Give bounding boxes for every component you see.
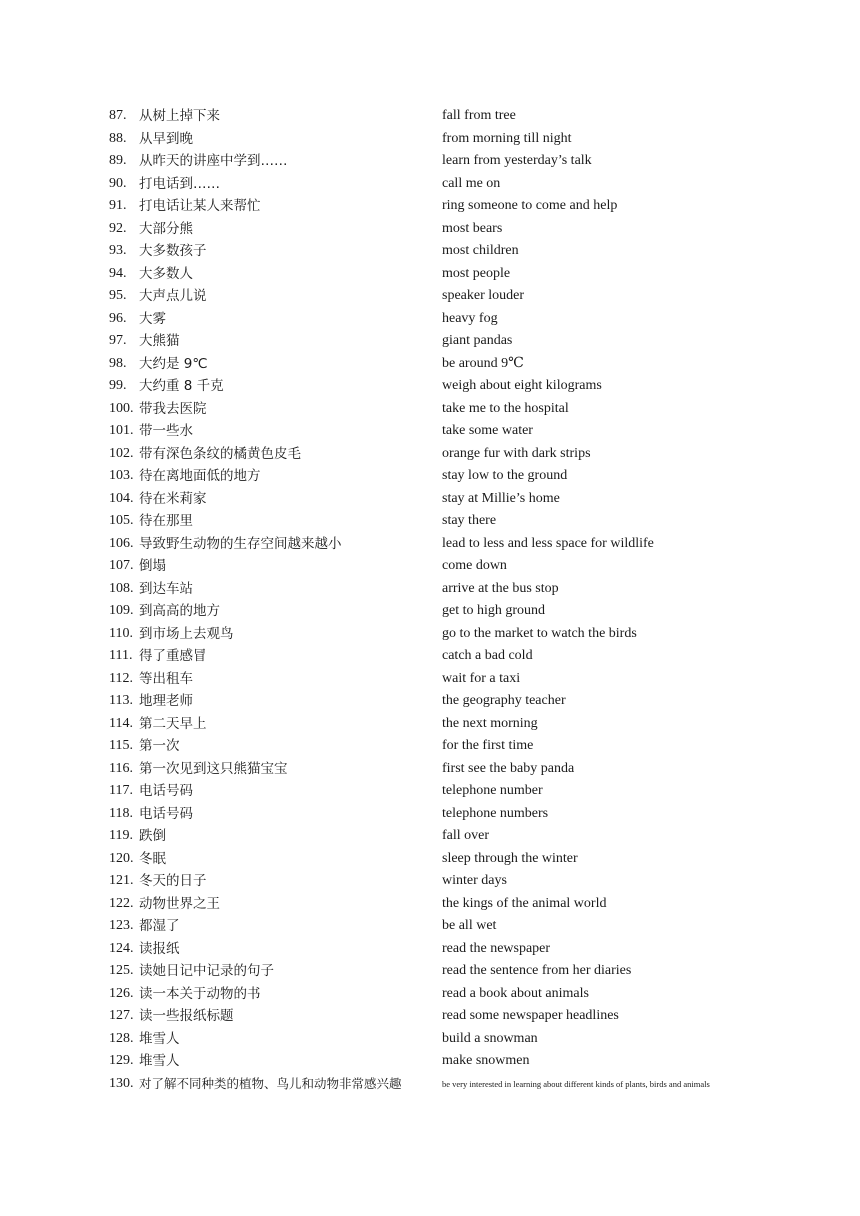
chinese-phrase: 从树上掉下来 (139, 108, 220, 124)
entry-number: 96. (109, 310, 127, 326)
english-phrase: fall from tree (442, 108, 516, 123)
english-phrase: speaker louder (442, 288, 525, 303)
vocab-entry (109, 398, 809, 421)
chinese-phrase: 从昨天的讲座中学到…… (139, 153, 288, 169)
entry-number: 97. (109, 333, 127, 348)
entry-number: 88. (109, 130, 127, 146)
entry-number: 115. (109, 738, 133, 753)
chinese-phrase: 大声点儿说 (139, 288, 207, 304)
vocab-entry (109, 668, 809, 691)
vocab-entry (109, 150, 809, 173)
vocab-entry (109, 578, 809, 601)
chinese-phrase: 待在离地面低的地方 (139, 468, 261, 484)
chinese-phrase: 得了重感冒 (139, 648, 207, 664)
vocab-entry (109, 330, 809, 353)
english-phrase: make snowmen (442, 1053, 530, 1068)
vocab-entry (109, 218, 809, 241)
english-phrase: read the newspaper (442, 940, 551, 956)
entry-number: 122. (109, 895, 134, 911)
vocab-entry (109, 825, 809, 848)
entry-number: 121. (109, 873, 134, 888)
entry-number: 90. (109, 175, 127, 191)
chinese-phrase: 导致野生动物的生存空间越来越小 (139, 535, 342, 552)
entry-number: 105. (109, 513, 134, 528)
vocab-entry (109, 1005, 809, 1028)
vocab-entry (109, 533, 809, 556)
chinese-phrase: 大多数人 (139, 265, 193, 282)
vocab-entry (109, 938, 809, 961)
english-phrase: read some newspaper headlines (442, 1008, 619, 1023)
english-phrase: stay there (442, 513, 497, 528)
entry-number: 127. (109, 1008, 134, 1023)
vocab-entry (109, 1028, 809, 1051)
english-phrase: most people (442, 265, 511, 281)
english-phrase: winter days (442, 873, 507, 888)
chinese-phrase: 跌倒 (139, 828, 166, 844)
entry-number: 93. (109, 243, 127, 258)
chinese-phrase: 打电话到…… (139, 175, 220, 192)
vocab-entry (109, 960, 809, 983)
chinese-phrase: 第二天早上 (139, 715, 207, 732)
entry-number: 108. (109, 580, 134, 596)
english-phrase: giant pandas (442, 333, 513, 348)
chinese-phrase: 待在那里 (139, 513, 193, 529)
vocab-entry (109, 645, 809, 668)
english-phrase: build a snowman (442, 1030, 538, 1046)
english-phrase: fall over (442, 828, 490, 843)
chinese-phrase: 到达车站 (139, 580, 193, 597)
vocab-entry (109, 195, 809, 218)
vocab-entry (109, 803, 809, 826)
vocab-entry (109, 713, 809, 736)
english-phrase: get to high ground (442, 603, 546, 618)
chinese-phrase: 带一些水 (139, 423, 193, 439)
vocab-entry (109, 1073, 809, 1096)
entry-number: 107. (109, 558, 134, 573)
english-phrase: most bears (442, 220, 503, 236)
entry-number: 123. (109, 918, 134, 933)
vocab-entry (109, 173, 809, 196)
english-phrase: take me to the hospital (442, 400, 569, 416)
english-phrase: go to the market to watch the birds (442, 625, 637, 641)
chinese-phrase: 读一些报纸标题 (139, 1008, 234, 1024)
entry-number: 112. (109, 670, 133, 686)
english-phrase: weigh about eight kilograms (442, 378, 602, 393)
chinese-phrase: 第一次见到这只熊猫宝宝 (139, 760, 288, 777)
vocab-entry (109, 240, 809, 263)
entry-number: 98. (109, 355, 127, 371)
entry-number: 110. (109, 625, 133, 641)
english-phrase: most children (442, 243, 519, 258)
chinese-phrase: 带有深色条纹的橘黄色皮毛 (139, 445, 301, 462)
vocab-entry (109, 870, 809, 893)
english-phrase: read a book about animals (442, 985, 589, 1001)
vocab-entry (109, 735, 809, 758)
chinese-phrase: 电话号码 (139, 783, 193, 799)
entry-number: 106. (109, 535, 134, 551)
entry-number: 104. (109, 490, 134, 506)
vocab-entry (109, 285, 809, 308)
chinese-phrase: 待在米莉家 (139, 490, 207, 507)
chinese-phrase: 大多数孩子 (139, 243, 207, 259)
vocab-entry (109, 690, 809, 713)
vocab-entry (109, 780, 809, 803)
english-phrase: learn from yesterday’s talk (442, 153, 592, 168)
chinese-phrase: 大约是 9℃ (139, 355, 208, 372)
chinese-phrase: 从早到晚 (139, 130, 193, 147)
chinese-phrase: 带我去医院 (139, 400, 207, 417)
chinese-phrase: 堆雪人 (139, 1053, 180, 1069)
entry-number: 128. (109, 1030, 134, 1046)
chinese-phrase: 到高高的地方 (139, 603, 220, 619)
english-phrase: lead to less and less space for wildlife (442, 535, 654, 551)
vocab-entry (109, 105, 809, 128)
chinese-phrase: 第一次 (139, 738, 180, 754)
vocab-entry (109, 758, 809, 781)
entry-number: 91. (109, 198, 127, 213)
chinese-phrase: 电话号码 (139, 805, 193, 822)
english-phrase: for the first time (442, 738, 534, 753)
entry-number: 117. (109, 783, 133, 798)
vocab-entry (109, 308, 809, 331)
entry-number: 92. (109, 220, 127, 236)
chinese-phrase: 大约重 8 千克 (139, 378, 224, 394)
english-phrase: first see the baby panda (442, 760, 575, 776)
english-phrase: heavy fog (442, 310, 498, 326)
entry-number: 89. (109, 153, 127, 168)
vocab-entry (109, 983, 809, 1006)
chinese-phrase: 读报纸 (139, 940, 180, 957)
vocab-entry (109, 600, 809, 623)
entry-number: 100. (109, 400, 134, 416)
vocab-entry (109, 353, 809, 376)
entry-number: 119. (109, 828, 133, 843)
english-phrase: sleep through the winter (442, 850, 578, 866)
vocab-entry (109, 1050, 809, 1073)
chinese-phrase: 到市场上去观鸟 (139, 625, 234, 642)
english-phrase: the geography teacher (442, 693, 566, 708)
vocab-entry (109, 893, 809, 916)
entry-number: 101. (109, 423, 134, 438)
entry-number: 109. (109, 603, 134, 618)
english-phrase: orange fur with dark strips (442, 445, 591, 461)
chinese-phrase: 对了解不同种类的植物、鸟儿和动物非常感兴趣 (139, 1075, 402, 1091)
entry-number: 116. (109, 760, 133, 776)
chinese-phrase: 大熊猫 (139, 333, 180, 349)
english-phrase: call me on (442, 175, 501, 191)
english-phrase: stay at Millie’s home (442, 490, 560, 506)
vocab-entry (109, 263, 809, 286)
entry-number: 103. (109, 468, 134, 483)
entry-number: 126. (109, 985, 134, 1001)
english-phrase: be all wet (442, 918, 497, 933)
entry-number: 111. (109, 648, 133, 663)
entry-number: 94. (109, 265, 127, 281)
vocab-entry (109, 465, 809, 488)
chinese-phrase: 地理老师 (139, 693, 193, 709)
entry-number: 114. (109, 715, 133, 731)
chinese-phrase: 等出租车 (139, 670, 193, 687)
english-phrase: read the sentence from her diaries (442, 963, 632, 978)
chinese-phrase: 读一本关于动物的书 (139, 985, 261, 1002)
english-phrase: wait for a taxi (442, 670, 521, 686)
vocab-entry (109, 443, 809, 466)
english-phrase: catch a bad cold (442, 648, 533, 663)
chinese-phrase: 打电话让某人来帮忙 (139, 198, 261, 214)
chinese-phrase: 都湿了 (139, 918, 180, 934)
vocab-entry (109, 375, 809, 398)
entry-number: 113. (109, 693, 133, 708)
entry-number: 102. (109, 445, 134, 461)
english-phrase: telephone number (442, 783, 543, 798)
chinese-phrase: 堆雪人 (139, 1030, 180, 1047)
vocab-entry (109, 510, 809, 533)
english-phrase: the kings of the animal world (442, 895, 607, 911)
english-phrase: telephone numbers (442, 805, 549, 821)
entry-number: 129. (109, 1053, 134, 1068)
entry-number: 87. (109, 108, 127, 123)
english-phrase: arrive at the bus stop (442, 580, 559, 596)
entry-number: 130. (109, 1075, 134, 1091)
chinese-phrase: 动物世界之王 (139, 895, 220, 912)
chinese-phrase: 冬眠 (139, 850, 166, 867)
chinese-phrase: 冬天的日子 (139, 873, 207, 889)
chinese-phrase: 倒塌 (139, 558, 166, 574)
english-phrase: from morning till night (442, 130, 572, 146)
english-phrase: be around 9℃ (442, 355, 524, 371)
vocab-entry (109, 915, 809, 938)
english-phrase: come down (442, 558, 507, 573)
vocab-entry (109, 623, 809, 646)
vocab-entry (109, 488, 809, 511)
chinese-phrase: 大部分熊 (139, 220, 193, 237)
vocab-entry (109, 128, 809, 151)
english-phrase: the next morning (442, 715, 538, 731)
english-phrase: stay low to the ground (442, 468, 568, 483)
entry-number: 95. (109, 288, 127, 303)
vocab-entry (109, 420, 809, 443)
vocab-entry (109, 555, 809, 578)
chinese-phrase: 读她日记中记录的句子 (139, 963, 274, 979)
english-phrase: ring someone to come and help (442, 198, 618, 213)
vocab-entry (109, 848, 809, 871)
entry-number: 125. (109, 963, 134, 978)
entry-number: 118. (109, 805, 133, 821)
english-phrase: take some water (442, 423, 533, 438)
entry-number: 99. (109, 378, 127, 393)
entry-number: 120. (109, 850, 134, 866)
entry-number: 124. (109, 940, 134, 956)
chinese-phrase: 大雾 (139, 310, 166, 327)
vocabulary-list (109, 105, 809, 1095)
english-phrase: be very interested in learning about different kinds of plants, birds and animals (442, 1078, 710, 1089)
